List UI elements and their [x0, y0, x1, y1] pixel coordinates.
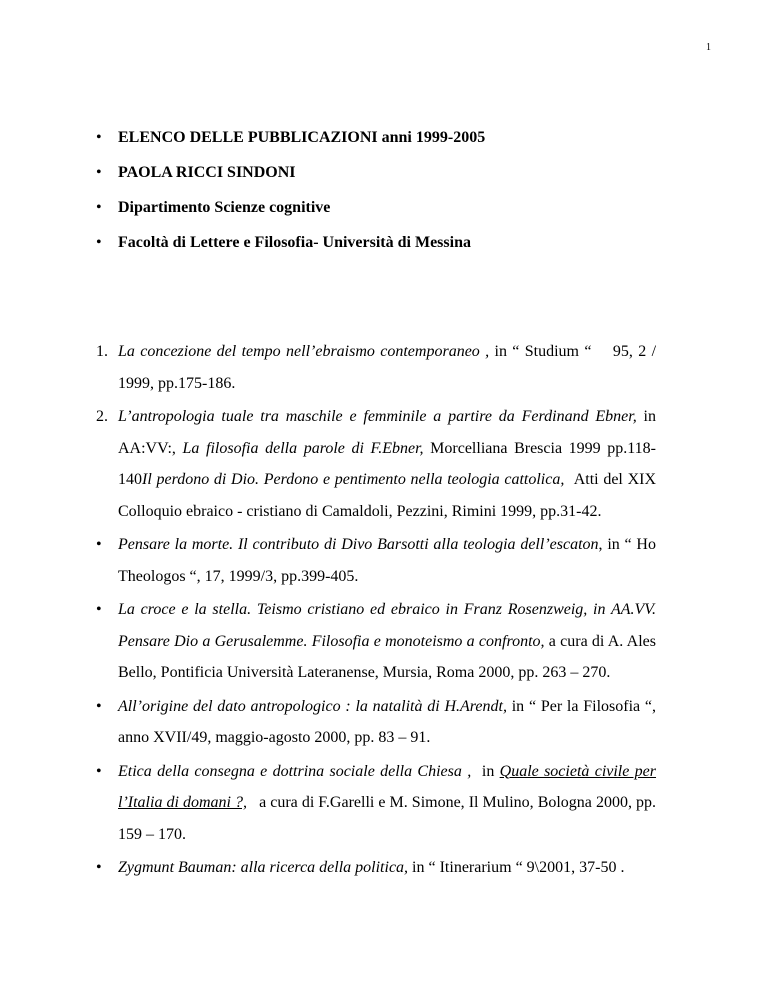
- header-faculty-text: Facoltà di Lettere e Filosofia- Università di Messina: [118, 234, 471, 251]
- list-marker: 1.: [96, 343, 108, 360]
- publication-details: Morcelliana Brescia 1999 pp.118-140: [118, 439, 656, 488]
- publication-details: in: [471, 762, 500, 780]
- publication-title: t Bauman: alla ricerca della politica,: [169, 859, 409, 876]
- publication-details: a cura di A. Ales Bello, Pontificia Università Lateranense, Mursia, Roma 2000, pp. 263 – 270.: [118, 632, 656, 681]
- publication-item: [96, 529, 656, 592]
- header-title-text: ELENCO DELLE PUBBLICAZIONI anni 1999-2005: [118, 129, 486, 146]
- publication-item: [96, 691, 656, 754]
- publication-title: La croce e la stella. Teismo cristiano ed ebraico in Franz Rosenzweig, in AA.VV. Pensare Dio a Gerusalemme. Filosofia e monoteismo a confronto,: [118, 601, 656, 650]
- document-header: [96, 128, 656, 268]
- publication-item: [96, 852, 656, 884]
- publication-list: [96, 336, 656, 886]
- list-marker: 2.: [96, 408, 108, 425]
- publication-item: [96, 336, 656, 399]
- publication-details: in “ Studium “ 95, 2 / 1999, pp.175-186.: [118, 343, 657, 392]
- publication-details: a cura di F.Garelli e M. Simone, Il Mulino, Bologna 2000, pp. 159 – 170.: [118, 794, 656, 843]
- page-number: 1: [706, 42, 711, 53]
- bullet-icon: •: [96, 697, 102, 715]
- publication-details: in AA:VV:,: [118, 408, 657, 457]
- bullet-icon: •: [96, 762, 102, 780]
- header-author: [96, 163, 656, 198]
- publication-item: [96, 594, 656, 689]
- publication-title: Zygmun: [118, 859, 170, 876]
- bullet-icon: •: [96, 536, 102, 553]
- publication-item: [96, 401, 656, 527]
- publication-details: in “ Itinerarium “ 9\2001, 37-50 .: [408, 859, 625, 876]
- header-faculty: [96, 233, 656, 268]
- publication-title: Pensare la morte. Il contributo di Divo Barsotti alla teologia dell’escaton: [118, 536, 599, 553]
- publication-book: La filosofia della parole di F.Ebner,: [182, 439, 424, 457]
- bullet-icon: •: [96, 199, 102, 216]
- publication-item: [96, 756, 656, 851]
- publication-title: Etica della consegna e dottrina sociale della Chiesa ,: [118, 762, 472, 780]
- bullet-icon: •: [96, 859, 102, 876]
- publication-title: L’antropologia tuale tra maschile e femminile a partire da Ferdinand Ebner,: [118, 408, 637, 425]
- header-department: [96, 198, 656, 233]
- bullet-icon: •: [96, 601, 102, 618]
- bullet-icon: •: [96, 234, 102, 251]
- publication-title: All’origine del dato antropologico : la natalità di H.Arendt,: [118, 697, 507, 715]
- publication-title: Il perdono di Dio. Perdono e pentimento nella teologia cattolica,: [142, 471, 565, 488]
- header-department-text: Dipartimento Scienze cognitive: [118, 199, 331, 216]
- bullet-icon: •: [96, 129, 102, 146]
- publication-details: , in “ Ho Theologos “, 17, 1999/3, pp.399-405.: [118, 536, 656, 585]
- publication-title: La concezione del tempo nell’ebraismo contemporaneo ,: [118, 343, 490, 360]
- bullet-icon: •: [96, 164, 102, 181]
- header-title: [96, 128, 656, 163]
- header-author-text: PAOLA RICCI SINDONI: [118, 164, 296, 181]
- publication-details: in “ Per la Filosofia “, anno XVII/49, maggio-agosto 2000, pp. 83 – 91.: [118, 697, 656, 746]
- publication-book: Quale società civile per l’Italia di domani ?,: [118, 762, 657, 811]
- publication-details: Atti del XIX Colloquio ebraico - cristiano di Camaldoli, Pezzini, Rimini 1999, pp.31-42.: [118, 471, 657, 520]
